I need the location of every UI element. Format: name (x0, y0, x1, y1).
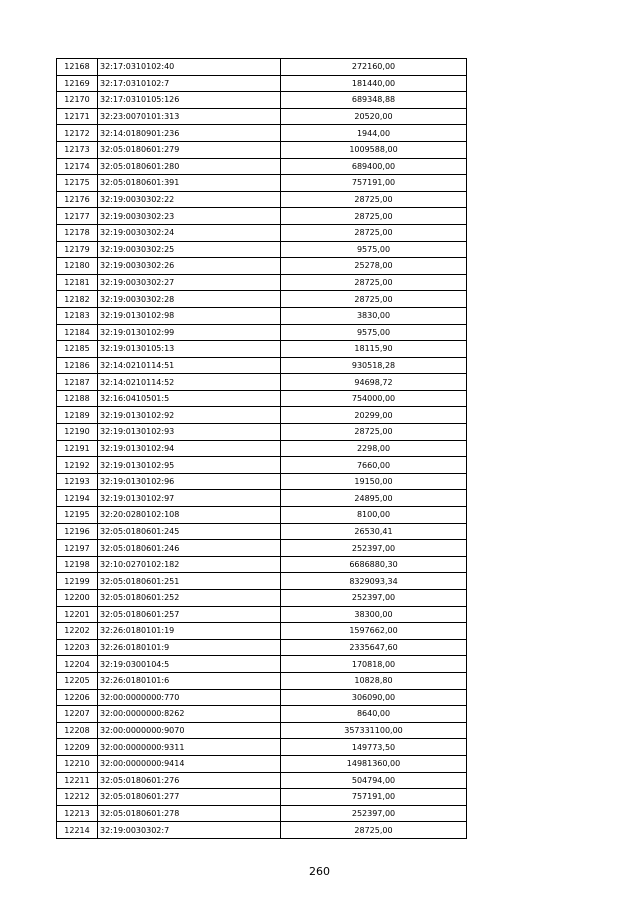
table-row (57, 357, 467, 374)
row-index-cell: 12187 (57, 374, 98, 391)
table-row (57, 706, 467, 723)
cadastral-number-cell: 32:23:0070101:313 (98, 108, 281, 125)
value-cell: 25278,00 (281, 258, 467, 275)
table-row (57, 672, 467, 689)
cadastral-number-cell: 32:19:0130102:93 (98, 424, 281, 441)
row-index-cell: 12180 (57, 258, 98, 275)
table-row (57, 507, 467, 524)
cadastral-number-cell: 32:19:0130102:92 (98, 407, 281, 424)
table-row (57, 822, 467, 839)
cadastral-number-cell: 32:05:0180601:276 (98, 772, 281, 789)
value-cell: 149773,50 (281, 739, 467, 756)
table-row (57, 440, 467, 457)
table-row (57, 540, 467, 557)
row-index-cell: 12207 (57, 706, 98, 723)
table-row (57, 307, 467, 324)
table-row (57, 473, 467, 490)
value-cell: 26530,41 (281, 523, 467, 540)
table-row (57, 158, 467, 175)
row-index-cell: 12210 (57, 755, 98, 772)
cadastral-number-cell: 32:26:0180101:9 (98, 639, 281, 656)
value-cell: 3830,00 (281, 307, 467, 324)
cadastral-number-cell: 32:05:0180601:251 (98, 573, 281, 590)
row-index-cell: 12194 (57, 490, 98, 507)
table-row (57, 125, 467, 142)
value-cell: 28725,00 (281, 191, 467, 208)
row-index-cell: 12175 (57, 175, 98, 192)
row-index-cell: 12192 (57, 457, 98, 474)
table-row (57, 324, 467, 341)
table-row (57, 739, 467, 756)
cadastral-number-cell: 32:20:0280102:108 (98, 507, 281, 524)
table-row (57, 789, 467, 806)
value-cell: 28725,00 (281, 274, 467, 291)
value-cell: 19150,00 (281, 473, 467, 490)
table-row (57, 175, 467, 192)
cadastral-number-cell: 32:19:0030302:25 (98, 241, 281, 258)
table-row (57, 59, 467, 76)
row-index-cell: 12181 (57, 274, 98, 291)
cadastral-number-cell: 32:05:0180601:257 (98, 606, 281, 623)
cadastral-number-cell: 32:19:0030302:7 (98, 822, 281, 839)
value-cell: 8640,00 (281, 706, 467, 723)
table-row (57, 274, 467, 291)
value-cell: 20520,00 (281, 108, 467, 125)
row-index-cell: 12198 (57, 556, 98, 573)
table-row (57, 341, 467, 358)
table-row (57, 457, 467, 474)
value-cell: 9575,00 (281, 241, 467, 258)
row-index-cell: 12196 (57, 523, 98, 540)
row-index-cell: 12182 (57, 291, 98, 308)
table-row (57, 241, 467, 258)
value-cell: 1944,00 (281, 125, 467, 142)
row-index-cell: 12172 (57, 125, 98, 142)
value-cell: 7660,00 (281, 457, 467, 474)
row-index-cell: 12214 (57, 822, 98, 839)
value-cell: 252397,00 (281, 590, 467, 607)
table-row (57, 208, 467, 225)
cadastral-number-cell: 32:05:0180601:246 (98, 540, 281, 557)
table-row (57, 291, 467, 308)
row-index-cell: 12213 (57, 805, 98, 822)
cadastral-number-cell: 32:05:0180601:391 (98, 175, 281, 192)
value-cell: 930518,28 (281, 357, 467, 374)
cadastral-number-cell: 32:19:0030302:24 (98, 224, 281, 241)
cadastral-number-cell: 32:17:0310102:40 (98, 59, 281, 76)
table-row (57, 374, 467, 391)
cadastral-number-cell: 32:00:0000000:9414 (98, 755, 281, 772)
cadastral-number-cell: 32:19:0030302:22 (98, 191, 281, 208)
table-row (57, 573, 467, 590)
value-cell: 757191,00 (281, 789, 467, 806)
cadastral-number-cell: 32:05:0180601:277 (98, 789, 281, 806)
table-row (57, 556, 467, 573)
value-cell: 28725,00 (281, 822, 467, 839)
table-row (57, 623, 467, 640)
row-index-cell: 12204 (57, 656, 98, 673)
value-cell: 181440,00 (281, 75, 467, 92)
table-row (57, 490, 467, 507)
table-row (57, 390, 467, 407)
cadastral-number-cell: 32:19:0030302:26 (98, 258, 281, 275)
row-index-cell: 12193 (57, 473, 98, 490)
cadastral-number-cell: 32:00:0000000:9311 (98, 739, 281, 756)
row-index-cell: 12195 (57, 507, 98, 524)
row-index-cell: 12191 (57, 440, 98, 457)
table-row (57, 656, 467, 673)
row-index-cell: 12197 (57, 540, 98, 557)
table-row (57, 224, 467, 241)
table-row (57, 606, 467, 623)
cadastral-number-cell: 32:19:0130102:95 (98, 457, 281, 474)
value-cell: 6686880,30 (281, 556, 467, 573)
row-index-cell: 12178 (57, 224, 98, 241)
value-cell: 170818,00 (281, 656, 467, 673)
table-row (57, 92, 467, 109)
row-index-cell: 12209 (57, 739, 98, 756)
cadastral-number-cell: 32:19:0030302:23 (98, 208, 281, 225)
value-cell: 689348,88 (281, 92, 467, 109)
table-row (57, 424, 467, 441)
row-index-cell: 12189 (57, 407, 98, 424)
value-cell: 2335647,60 (281, 639, 467, 656)
table-row (57, 258, 467, 275)
table-row (57, 523, 467, 540)
row-index-cell: 12211 (57, 772, 98, 789)
table-row (57, 639, 467, 656)
row-index-cell: 12199 (57, 573, 98, 590)
value-cell: 252397,00 (281, 805, 467, 822)
table-row (57, 590, 467, 607)
value-cell: 757191,00 (281, 175, 467, 192)
table-row (57, 75, 467, 92)
cadastral-number-cell: 32:19:0300104:5 (98, 656, 281, 673)
row-index-cell: 12190 (57, 424, 98, 441)
row-index-cell: 12205 (57, 672, 98, 689)
table-row (57, 407, 467, 424)
cadastral-number-cell: 32:05:0180601:280 (98, 158, 281, 175)
value-cell: 1597662,00 (281, 623, 467, 640)
cadastral-number-cell: 32:10:0270102:182 (98, 556, 281, 573)
cadastral-number-cell: 32:00:0000000:8262 (98, 706, 281, 723)
value-cell: 14981360,00 (281, 755, 467, 772)
row-index-cell: 12176 (57, 191, 98, 208)
table-row (57, 689, 467, 706)
table-body (57, 59, 467, 839)
cadastral-number-cell: 32:14:0210114:51 (98, 357, 281, 374)
row-index-cell: 12206 (57, 689, 98, 706)
cadastral-number-cell: 32:19:0130102:94 (98, 440, 281, 457)
cadastral-number-cell: 32:19:0130102:98 (98, 307, 281, 324)
row-index-cell: 12179 (57, 241, 98, 258)
row-index-cell: 12202 (57, 623, 98, 640)
row-index-cell: 12185 (57, 341, 98, 358)
row-index-cell: 12212 (57, 789, 98, 806)
cadastral-number-cell: 32:19:0130102:96 (98, 473, 281, 490)
row-index-cell: 12200 (57, 590, 98, 607)
value-cell: 504794,00 (281, 772, 467, 789)
cadastral-number-cell: 32:05:0180601:278 (98, 805, 281, 822)
table-row (57, 755, 467, 772)
cadastral-number-cell: 32:17:0310105:126 (98, 92, 281, 109)
value-cell: 8100,00 (281, 507, 467, 524)
cadastral-number-cell: 32:00:0000000:770 (98, 689, 281, 706)
cadastral-number-cell: 32:16:0410501:5 (98, 390, 281, 407)
value-cell: 10828,80 (281, 672, 467, 689)
value-cell: 8329093,34 (281, 573, 467, 590)
cadastral-number-cell: 32:00:0000000:9070 (98, 722, 281, 739)
table-row (57, 722, 467, 739)
row-index-cell: 12186 (57, 357, 98, 374)
value-cell: 94698,72 (281, 374, 467, 391)
row-index-cell: 12203 (57, 639, 98, 656)
cadastral-number-cell: 32:19:0130102:97 (98, 490, 281, 507)
value-cell: 306090,00 (281, 689, 467, 706)
cadastral-number-cell: 32:14:0180901:236 (98, 125, 281, 142)
value-cell: 9575,00 (281, 324, 467, 341)
row-index-cell: 12168 (57, 59, 98, 76)
row-index-cell: 12177 (57, 208, 98, 225)
table-row (57, 772, 467, 789)
value-cell: 28725,00 (281, 208, 467, 225)
cadastral-number-cell: 32:17:0310102:7 (98, 75, 281, 92)
row-index-cell: 12183 (57, 307, 98, 324)
value-cell: 357331100,00 (281, 722, 467, 739)
value-cell: 28725,00 (281, 291, 467, 308)
cadastral-number-cell: 32:19:0130102:99 (98, 324, 281, 341)
cadastral-number-cell: 32:14:0210114:52 (98, 374, 281, 391)
value-cell: 28725,00 (281, 424, 467, 441)
cadastral-number-cell: 32:05:0180601:252 (98, 590, 281, 607)
value-cell: 20299,00 (281, 407, 467, 424)
table-row (57, 141, 467, 158)
value-cell: 754000,00 (281, 390, 467, 407)
row-index-cell: 12184 (57, 324, 98, 341)
row-index-cell: 12201 (57, 606, 98, 623)
cadastral-number-cell: 32:05:0180601:279 (98, 141, 281, 158)
value-cell: 38300,00 (281, 606, 467, 623)
page-number: 260 (309, 865, 330, 878)
row-index-cell: 12208 (57, 722, 98, 739)
row-index-cell: 12171 (57, 108, 98, 125)
row-index-cell: 12173 (57, 141, 98, 158)
cadastral-number-cell: 32:19:0030302:27 (98, 274, 281, 291)
table-row (57, 108, 467, 125)
table-row (57, 805, 467, 822)
value-cell: 28725,00 (281, 224, 467, 241)
cadastral-number-cell: 32:19:0130105:13 (98, 341, 281, 358)
value-cell: 272160,00 (281, 59, 467, 76)
row-index-cell: 12170 (57, 92, 98, 109)
row-index-cell: 12169 (57, 75, 98, 92)
value-cell: 2298,00 (281, 440, 467, 457)
value-cell: 24895,00 (281, 490, 467, 507)
row-index-cell: 12188 (57, 390, 98, 407)
value-cell: 1009588,00 (281, 141, 467, 158)
table-row (57, 191, 467, 208)
value-cell: 689400,00 (281, 158, 467, 175)
cadastral-number-cell: 32:19:0030302:28 (98, 291, 281, 308)
row-index-cell: 12174 (57, 158, 98, 175)
value-cell: 252397,00 (281, 540, 467, 557)
value-cell: 18115,90 (281, 341, 467, 358)
cadastral-number-cell: 32:05:0180601:245 (98, 523, 281, 540)
cadastral-value-table (56, 58, 467, 839)
cadastral-number-cell: 32:26:0180101:6 (98, 672, 281, 689)
cadastral-number-cell: 32:26:0180101:19 (98, 623, 281, 640)
